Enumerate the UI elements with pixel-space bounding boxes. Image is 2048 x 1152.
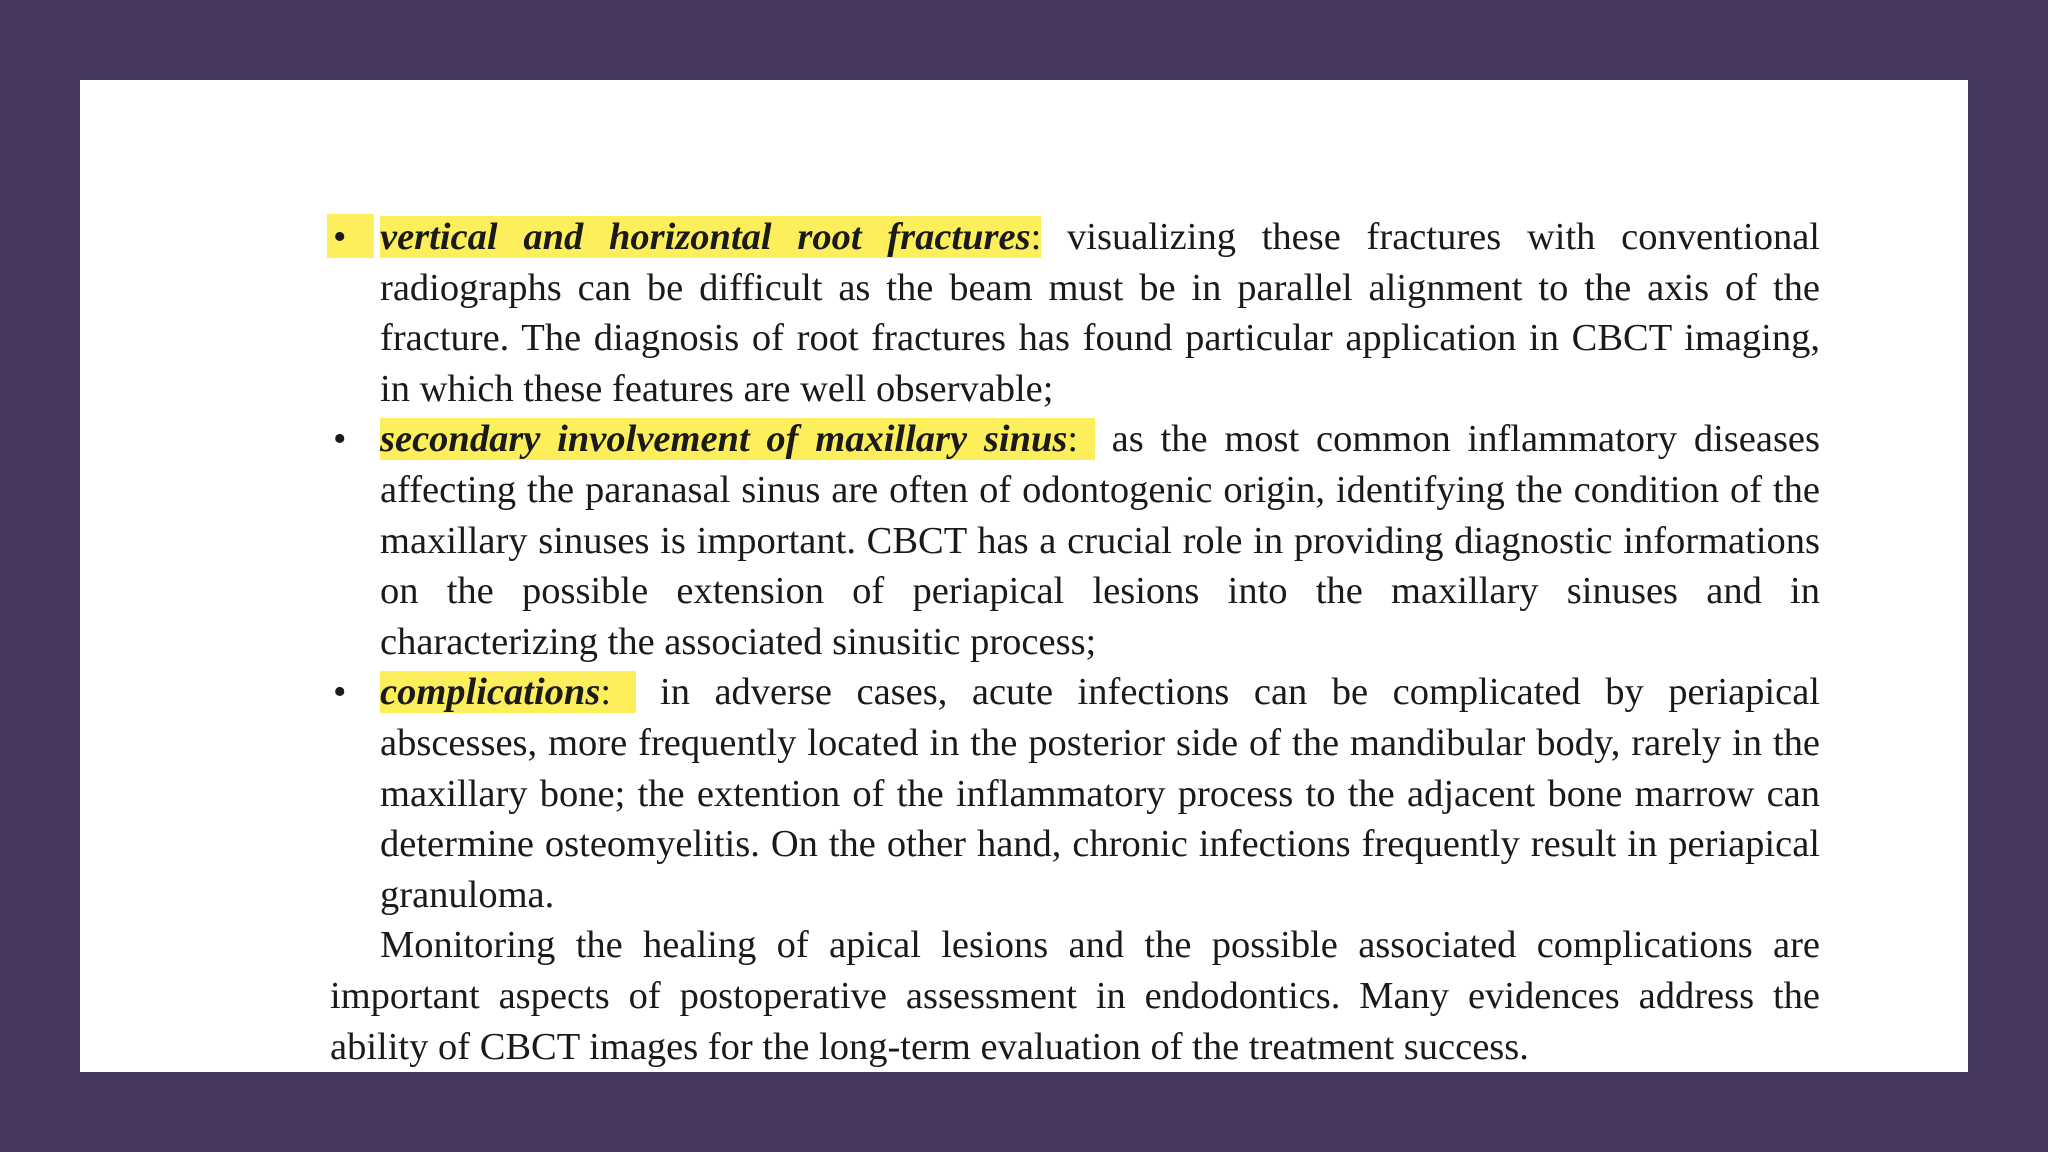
bullet-dot-icon: •: [333, 671, 347, 714]
bullet-item-maxillary-sinus: [330, 414, 1820, 667]
bullet-item-complications: [330, 667, 1820, 920]
bullet-body-maxillary-sinus: as the most common inflammatory diseases affecting the paranasal sinus are often of odontogenic origin, identifying the condition of the maxillary sinuses is important. CBCT has a crucial role in providing diagnostic informations on the possible extension of periapical lesions into the maxillary sinuses and in characterizing the associated sinusitic process;: [380, 418, 1820, 663]
bullet-list: [330, 212, 1820, 920]
bullet-dot-icon: •: [333, 216, 347, 258]
body-paragraph: Monitoring the healing of apical lesions and the possible associated complications are important aspects of postoperative assessment in endodontics. Many evidences address the ability of CBCT images for the long-term evaluation of the treatment success.: [330, 924, 1820, 1068]
term-maxillary-sinus: secondary involvement of maxillary sinus: [380, 418, 1068, 461]
document-page: [80, 80, 1968, 1072]
term-root-fractures: vertical and horizontal root fractures: [380, 216, 1031, 258]
highlighted-term: [380, 418, 1095, 460]
term-colon: :: [600, 671, 612, 714]
term-complications: complications: [380, 671, 601, 714]
highlighted-term: [380, 671, 636, 713]
term-colon: :: [1067, 418, 1079, 461]
bullet-body-complications: in adverse cases, acute infections can be complicated by periapical abscesses, more frequently located in the posterior side of the mandibular body, rarely in the maxillary bone; the extention of the inflammatory process to the adjacent bone marrow can determine osteomyelitis. On the other hand, chronic infections frequently result in periapical granuloma.: [380, 671, 1820, 916]
bullet-body-root-fractures: visualizing these fractures with conventional radiographs can be difficult as the beam must be in parallel alignment to the axis of the fracture. The diagnosis of root fractures has found particular application in CBCT imaging, in which these features are well observable;: [380, 216, 1820, 410]
text-block: [330, 212, 1820, 1072]
bullet-dot-icon: •: [333, 418, 347, 461]
bullet-item-root-fractures: [330, 212, 1820, 414]
highlighted-term: [380, 216, 1041, 258]
term-colon: :: [1030, 216, 1042, 258]
